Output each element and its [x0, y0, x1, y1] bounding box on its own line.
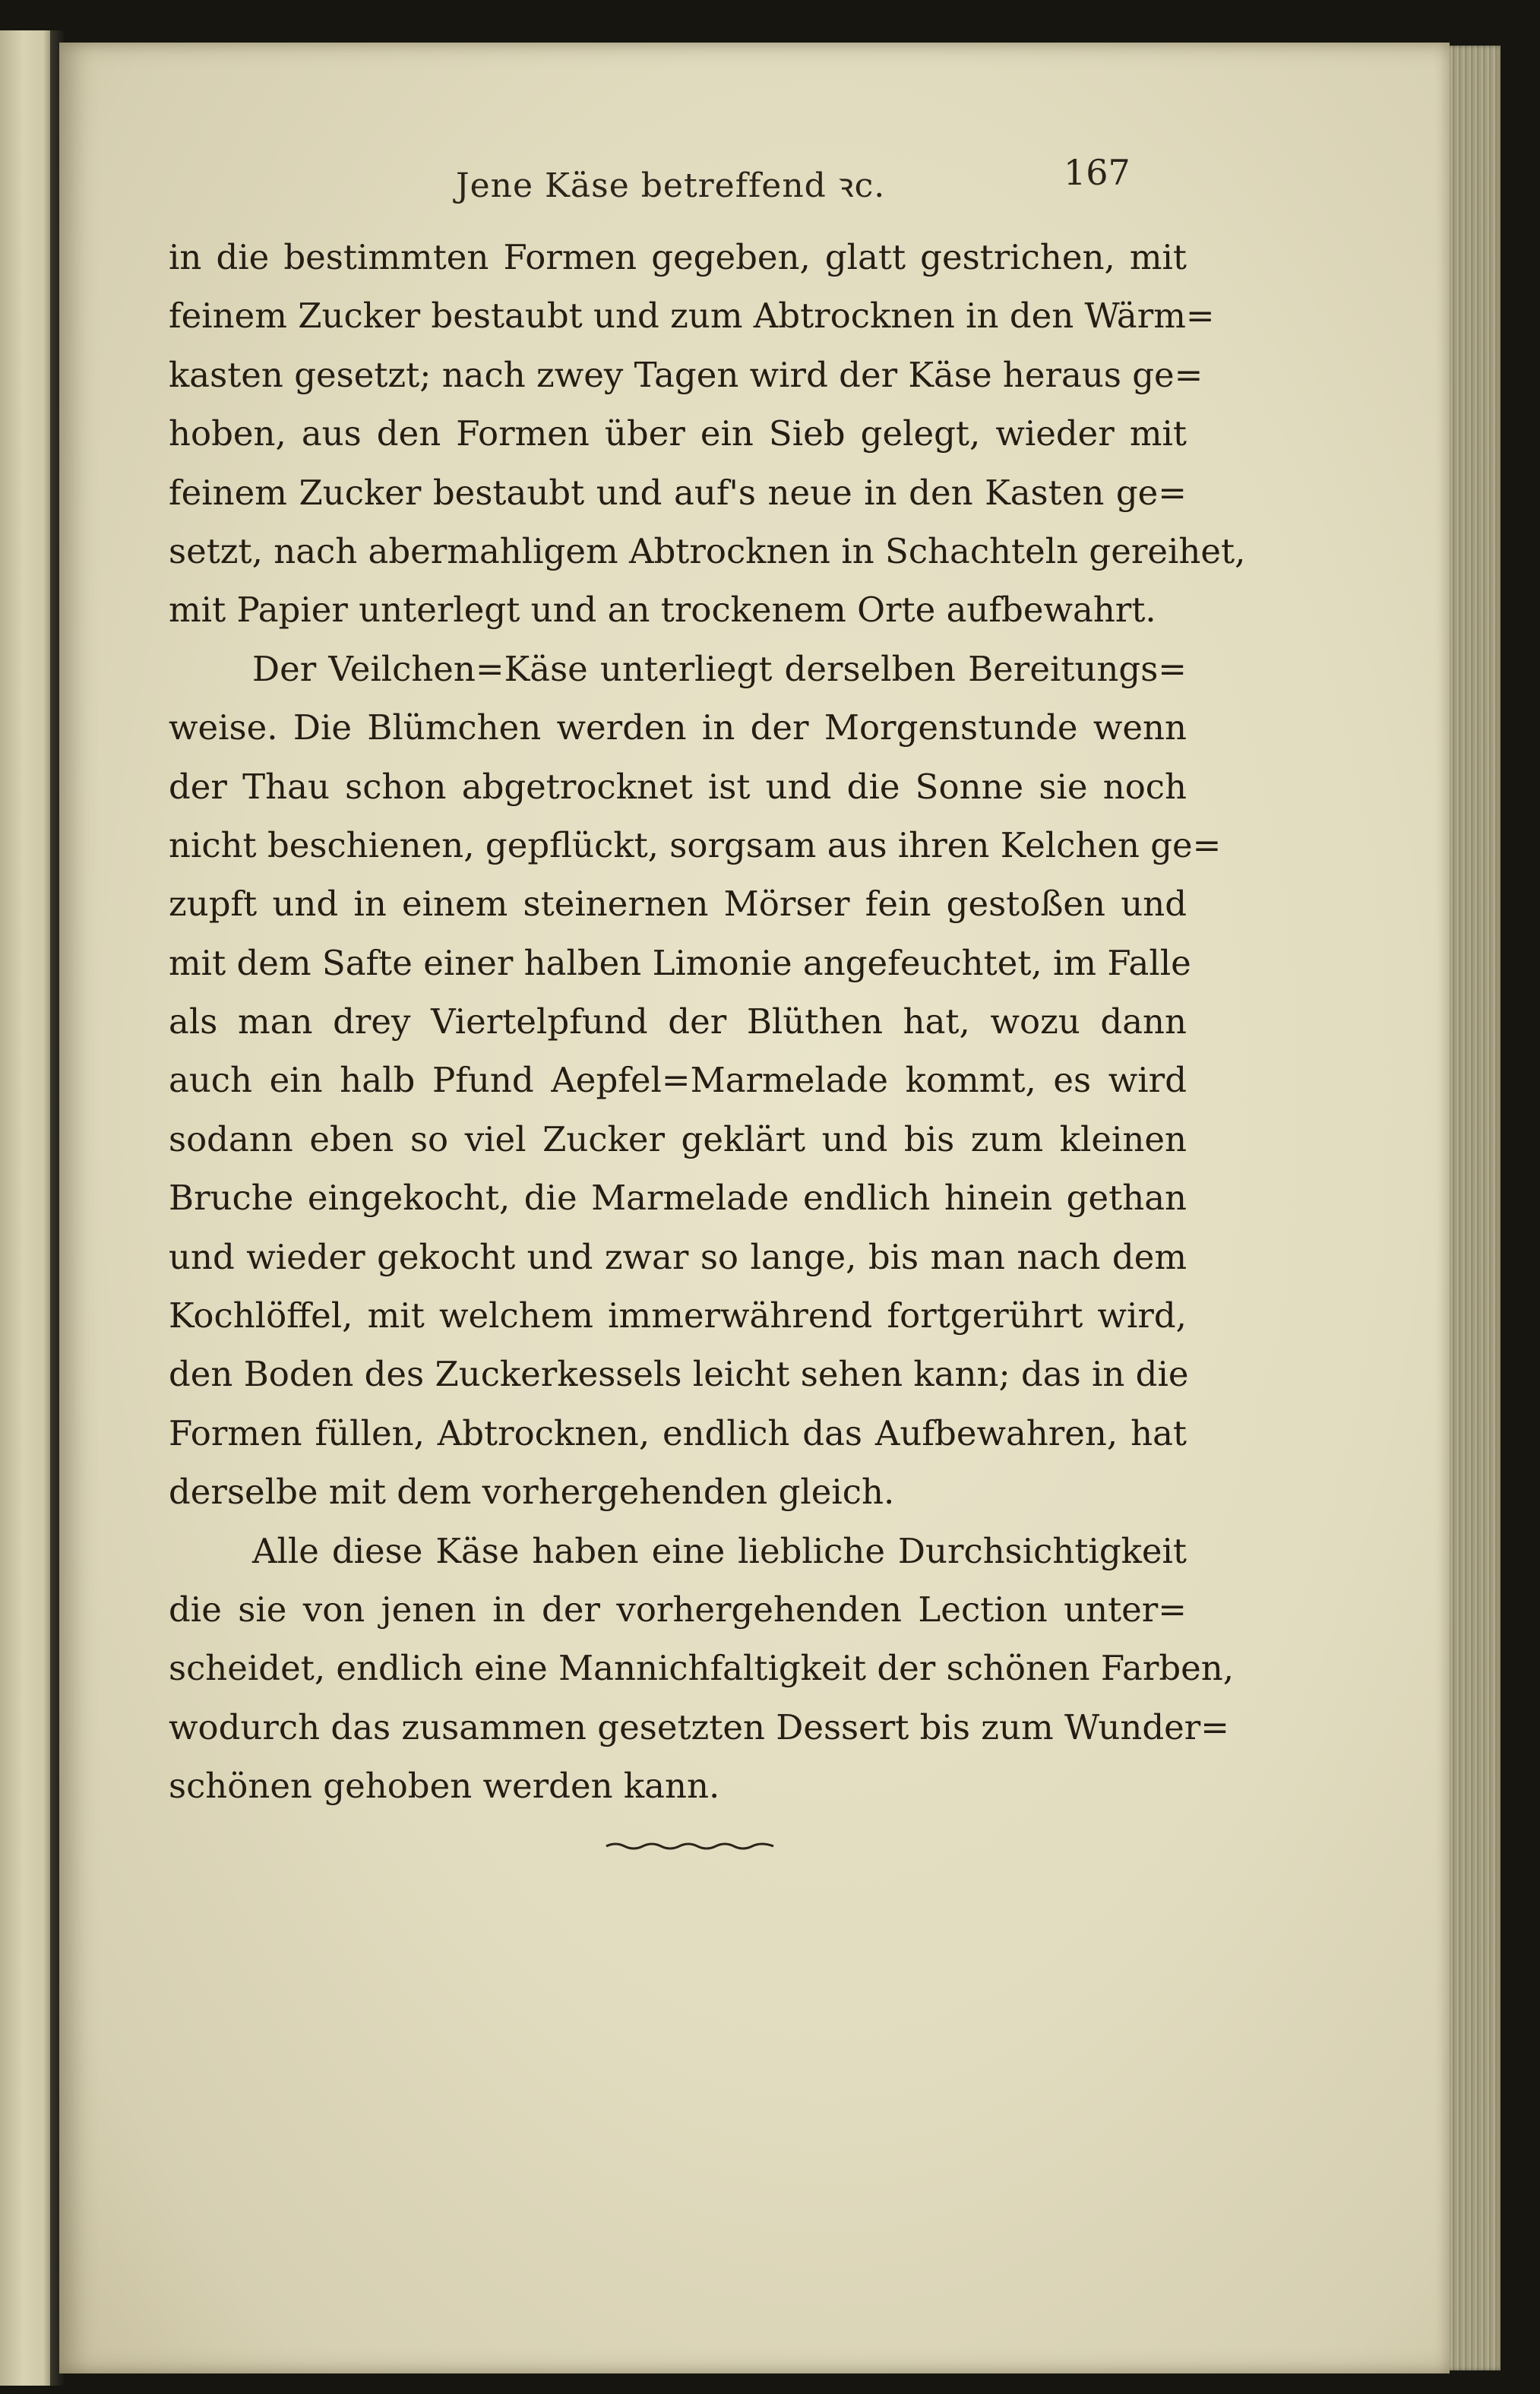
running-title: Jene Käse betreffend ꝛc. [456, 166, 886, 205]
section-end-ornament [605, 1839, 775, 1854]
text-line: nicht beschienen, gepflückt, sorgsam aus ihren Kelchen ge= [169, 824, 1222, 865]
text-line: kasten gesetzt; nach zwey Tagen wird der Käse heraus ge= [169, 354, 1203, 395]
text-line: derselbe mit dem vorhergehenden gleich. [169, 1472, 895, 1513]
text-line: wodurch das zusammen gesetzten Dessert bis zum Wunder= [169, 1706, 1229, 1747]
text-line: mit dem Safte einer halben Limonie angefeuchtet, im Falle [169, 942, 1191, 983]
text-line: setzt, nach abermahligem Abtrocknen in Schachteln gereihet, [169, 530, 1246, 571]
text-line: den Boden des Zuckerkessels leicht sehen kann; das in die [169, 1354, 1189, 1395]
text-line: Alle diese Käse haben eine liebliche Durchsichtigkeit [252, 1530, 1187, 1571]
page-number: 167 [1064, 152, 1130, 193]
text-line: als man drey Viertelpfund der Blüthen hat, wozu dann [169, 1001, 1187, 1042]
text-line: schönen gehoben werden kann. [169, 1766, 720, 1807]
text-line: feinem Zucker bestaubt und auf's neue in den Kasten ge= [169, 472, 1187, 513]
text-line: sodann eben so viel Zucker geklärt und bis zum kleinen [169, 1118, 1187, 1159]
text-line: mit Papier unterlegt und an trockenem Orte aufbewahrt. [169, 590, 1156, 631]
text-line: der Thau schon abgetrocknet ist und die Sonne sie noch [169, 766, 1187, 807]
body-text [169, 228, 1246, 1816]
text-line: zupft und in einem steinernen Mörser fein gestoßen und [169, 884, 1187, 925]
text-line: und wieder gekocht und zwar so lange, bis man nach dem [169, 1236, 1187, 1277]
text-line: Bruche eingekocht, die Marmelade endlich hinein gethan [169, 1178, 1187, 1219]
text-line: in die bestimmten Formen gegeben, glatt gestrichen, mit [169, 237, 1187, 277]
text-line: Kochlöffel, mit welchem immerwährend fortgerührt wird, [169, 1295, 1187, 1336]
text-line: die sie von jenen in der vorhergehenden Lection unter= [169, 1589, 1187, 1630]
text-line: weise. Die Blümchen werden in der Morgenstunde wenn [169, 707, 1187, 748]
page-block-edges [1444, 46, 1500, 2370]
text-line: scheidet, endlich eine Mannichfaltigkeit der schönen Farben, [169, 1648, 1235, 1689]
text-line: Formen füllen, Abtrocknen, endlich das Aufbewahren, hat [169, 1412, 1187, 1453]
text-line: hoben, aus den Formen über ein Sieb gelegt, wieder mit [169, 413, 1187, 454]
text-line: Der Veilchen=Käse unterliegt derselben Bereitungs= [252, 648, 1187, 689]
text-line: auch ein halb Pfund Aepfel=Marmelade kommt, es wird [169, 1060, 1187, 1101]
previous-page-edge [0, 30, 58, 2386]
text-line: feinem Zucker bestaubt und zum Abtrocknen in den Wärm= [169, 296, 1215, 337]
